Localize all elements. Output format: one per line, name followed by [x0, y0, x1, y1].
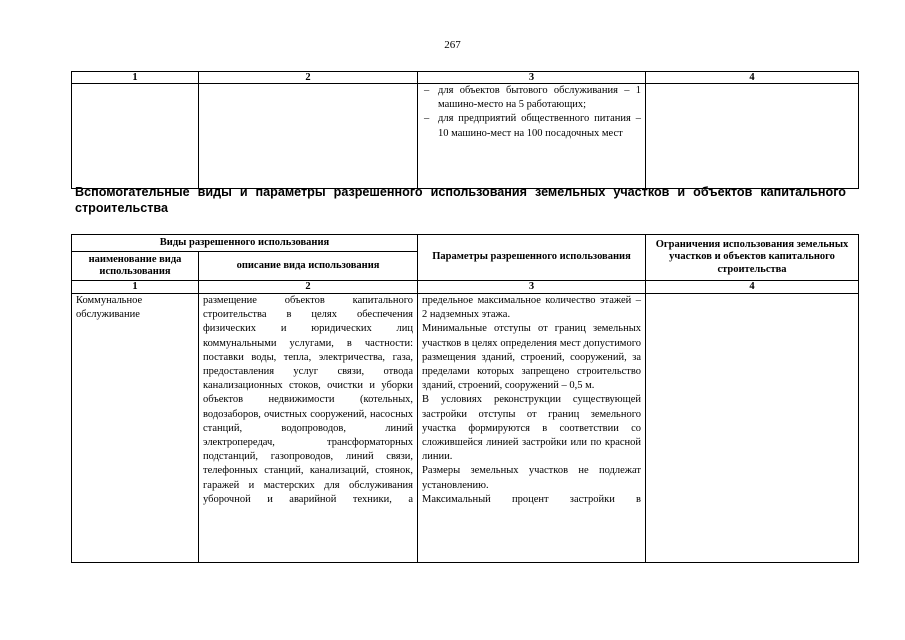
- cell-col4: [646, 84, 859, 189]
- column-number: 3: [418, 72, 646, 84]
- column-numbers-row: [72, 281, 859, 294]
- table-header-row: [72, 235, 859, 252]
- auxiliary-uses-table: [71, 234, 859, 563]
- column-number: 2: [199, 72, 418, 84]
- use-name: Коммунальное обслуживание: [76, 295, 143, 321]
- table-row: [72, 84, 859, 189]
- header-use-description: описание вида использования: [199, 252, 418, 281]
- table-header-row: [72, 72, 859, 84]
- parameters-cell: [418, 294, 646, 563]
- column-number: 4: [646, 72, 859, 84]
- list-item: – для объектов бытового обслуживания – 1 машино-место на 5 работающих;: [422, 84, 641, 112]
- parameter-paragraph: В условиях реконструкции существующей застройки отступы от границ земельного участка формируются в соответствии со сложившейся линией застройки или по красной линии.: [422, 394, 642, 463]
- header-use-name: наименование вида использования: [72, 252, 199, 281]
- cell-col3: [418, 84, 646, 189]
- header-group-uses: Виды разрешенного использования: [72, 235, 418, 252]
- column-number: 2: [199, 281, 418, 294]
- parameter-paragraph: Минимальные отступы от границ земельных участков в целях определения мест допустимого размещения зданий, строений, сооружений, за пределами которых запрещено строительство зданий, строений, сооружений – 0,5 м.: [422, 323, 642, 392]
- header-parameters: Параметры разрешенного использования: [418, 235, 646, 281]
- column-number: 3: [418, 281, 646, 294]
- parameter-paragraph: Максимальный процент застройки в: [422, 493, 642, 505]
- parameter-paragraph: предельное максимальное количество этажей – 2 надземных этажа.: [422, 295, 642, 321]
- use-description-cell: [199, 294, 418, 563]
- parking-norms-list: [422, 84, 641, 141]
- column-number: 1: [72, 281, 199, 294]
- section-heading: Вспомогательные виды и параметры разрешенного использования земельных участков и объектов капитального строительства: [75, 185, 846, 215]
- restrictions-cell: [646, 294, 859, 563]
- header-restrictions: Ограничения использования земельных участков и объектов капитального строительства: [646, 235, 859, 281]
- cell-col1: [72, 84, 199, 189]
- use-description: размещение объектов капитального строительства в целях обеспечения физических и юридических лиц коммунальными услугами, в частности: поставки воды, тепла, электричества, газа, предоставления услуг связи, отвода канализационных стоков, очистки и уборки объектов недвижимости (котельных, водозаборов, очистных сооружений, насосных станций, водопроводов, линий электропередач, трансформаторных подстанций, газопроводов, линий связи, телефонных станций, канализаций, стоянок, гаражей и мастерских для обслуживания уборочной и аварийной техники, а: [203, 295, 414, 505]
- table-row: [72, 294, 859, 563]
- column-number: 4: [646, 281, 859, 294]
- continued-table: [71, 71, 859, 189]
- list-item: – для предприятий общественного питания – 10 машино-мест на 100 посадочных мест: [422, 112, 641, 140]
- use-name-cell: [72, 294, 199, 563]
- column-number: 1: [72, 72, 199, 84]
- parameter-paragraph: Размеры земельных участков не подлежат установлению.: [422, 465, 642, 491]
- cell-col2: [199, 84, 418, 189]
- page-number: 267: [444, 39, 461, 51]
